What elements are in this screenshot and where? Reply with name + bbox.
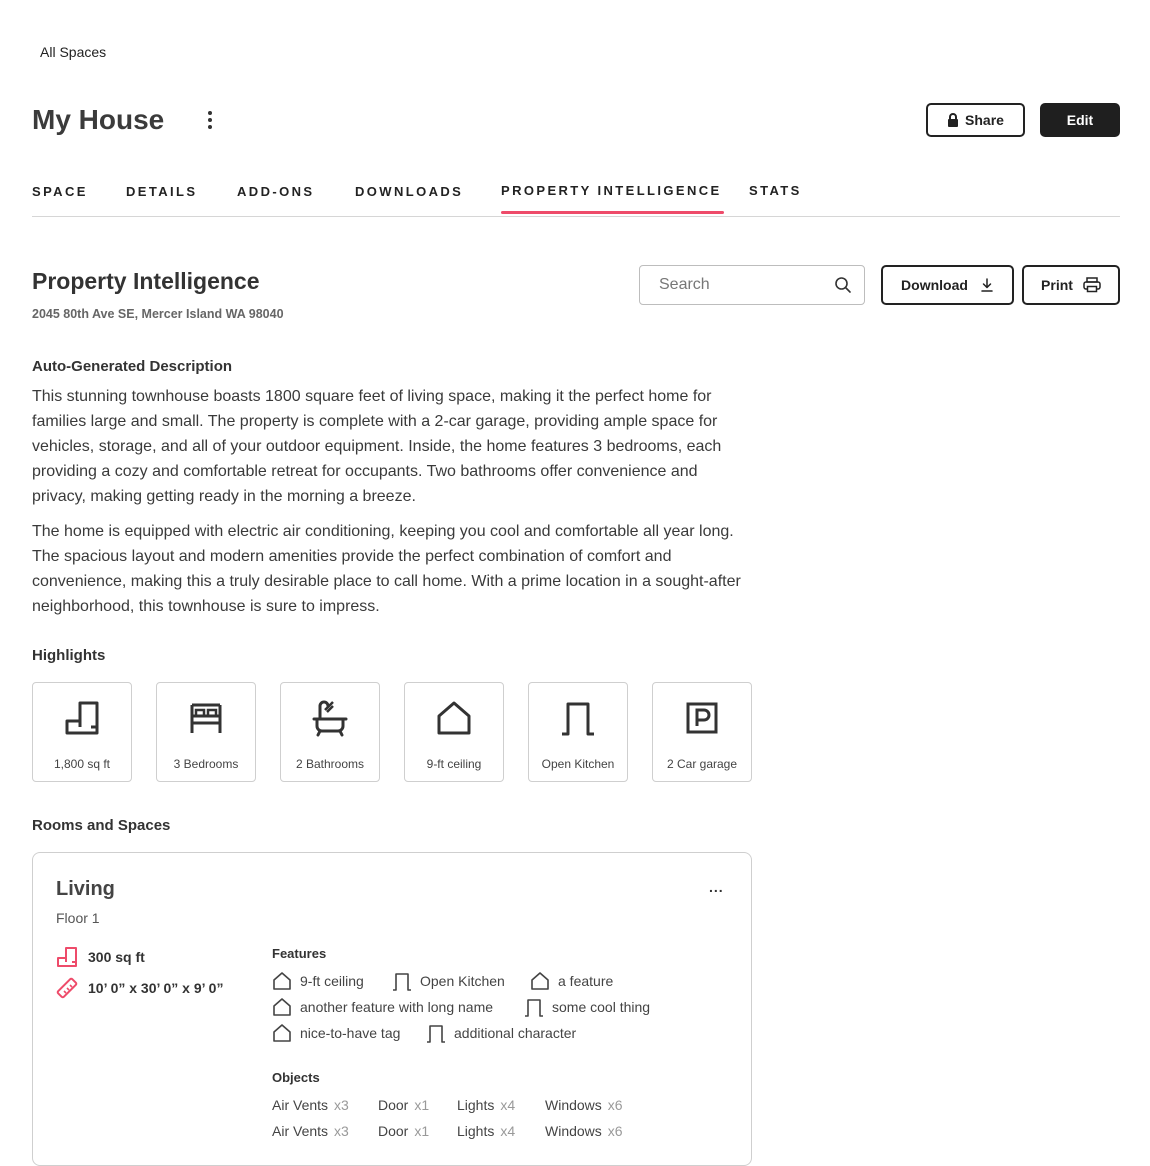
object-item	[272, 1123, 349, 1139]
room-name: Living	[56, 878, 115, 900]
feature-label: 9-ft ceiling	[300, 973, 364, 989]
object-item	[457, 1097, 515, 1113]
objects-heading: Objects	[272, 1070, 320, 1085]
highlight-card-bedrooms	[156, 682, 256, 782]
highlight-label: Open Kitchen	[541, 757, 615, 771]
feature-tag	[272, 1023, 400, 1043]
house-icon	[272, 997, 292, 1017]
highlight-card-kitchen	[528, 682, 628, 782]
tab-downloads[interactable]: DOWNLOADS	[355, 184, 464, 199]
section-title: Property Intelligence	[32, 268, 260, 294]
room-dimensions-value: 10’ 0” x 30’ 0” x 9’ 0”	[88, 980, 224, 996]
feature-label: another feature with long name	[300, 999, 494, 1015]
parking-icon	[683, 699, 721, 737]
printer-icon	[1083, 277, 1101, 293]
object-item	[272, 1097, 349, 1113]
object-count: x6	[607, 1097, 623, 1113]
object-count: x3	[334, 1097, 349, 1113]
download-button[interactable]	[881, 265, 1014, 305]
object-item	[545, 1097, 623, 1113]
object-label: Door	[378, 1097, 409, 1113]
features-heading: Features	[272, 946, 327, 961]
bed-icon	[187, 699, 225, 737]
download-button-label: Download	[901, 277, 968, 293]
highlight-card-area	[32, 682, 132, 782]
description-paragraph-2: The home is equipped with electric air conditioning, keeping you cool and comfortable all year long. The spacious layout and modern amenities provide the perfect combination of comfort and convenience, making this a truly desirable place to call home. With a prime location in a sought-after neighborhood, this townhouse is sure to impress.	[32, 523, 741, 615]
feature-tag	[272, 971, 364, 991]
print-button-label: Print	[1041, 277, 1073, 293]
feature-label: additional character	[454, 1025, 577, 1041]
rooms-heading: Rooms and Spaces	[32, 817, 171, 834]
object-label: Door	[378, 1123, 409, 1139]
room-more-button[interactable]: ...	[709, 879, 724, 895]
house-icon	[272, 971, 292, 991]
object-label: Windows	[545, 1123, 602, 1139]
highlight-card-bathrooms	[280, 682, 380, 782]
download-icon	[980, 278, 994, 292]
object-label: Air Vents	[272, 1097, 329, 1113]
arch-icon	[559, 699, 597, 737]
property-address: 2045 80th Ave SE, Mercer Island WA 98040	[32, 307, 284, 321]
highlight-label: 2 Car garage	[666, 757, 738, 771]
house-icon	[272, 1023, 292, 1043]
feature-label: a feature	[558, 973, 614, 989]
highlight-card-ceiling	[404, 682, 504, 782]
search-box[interactable]	[639, 265, 865, 305]
highlight-label: 2 Bathrooms	[295, 757, 365, 771]
tab-details[interactable]: DETAILS	[126, 184, 198, 199]
object-item	[378, 1123, 429, 1139]
feature-tag	[392, 971, 505, 991]
object-count: x1	[414, 1123, 430, 1139]
object-count: x4	[500, 1123, 516, 1139]
object-item	[545, 1123, 623, 1139]
area-icon	[56, 946, 78, 968]
object-count: x6	[607, 1123, 623, 1139]
page-title: My House	[32, 104, 165, 135]
house-icon	[530, 971, 550, 991]
description-heading: Auto-Generated Description	[32, 358, 233, 375]
tab-property-intelligence[interactable]: PROPERTY INTELLIGENCE	[501, 183, 722, 198]
room-floor: Floor 1	[56, 910, 100, 926]
highlight-label: 3 Bedrooms	[173, 757, 239, 771]
search-icon[interactable]	[834, 276, 852, 294]
object-label: Lights	[457, 1123, 495, 1139]
arch-icon	[426, 1023, 446, 1043]
feature-label: Open Kitchen	[420, 973, 505, 989]
search-input[interactable]	[659, 276, 834, 294]
object-count: x3	[334, 1123, 349, 1139]
edit-button[interactable]	[1040, 103, 1120, 137]
description-paragraph-1: This stunning townhouse boasts 1800 square feet of living space, making it the perfect home for families large and small. The property is complete with a 2-car garage, providing ample space for vehicles, storage, and all of your outdoor equipment. Inside, the home features 3 bedrooms, each providing a cozy and comfortable retreat for occupants. Two bathrooms offer convenience and privacy, making getting ready in the morning a breeze.	[32, 388, 722, 505]
tab-stats[interactable]: STATS	[749, 183, 802, 198]
bathtub-icon	[311, 699, 349, 737]
tab-bar	[32, 176, 1120, 217]
highlight-label: 1,800 sq ft	[53, 757, 111, 771]
feature-tag	[530, 971, 613, 991]
house-icon	[435, 699, 473, 737]
more-options-icon[interactable]	[198, 108, 222, 132]
object-item	[457, 1123, 515, 1139]
feature-label: some cool thing	[552, 999, 651, 1015]
tab-add-ons[interactable]: ADD-ONS	[237, 184, 315, 199]
arch-icon	[392, 971, 412, 991]
area-icon	[63, 699, 101, 737]
room-area-value: 300 sq ft	[88, 949, 145, 965]
feature-label: nice-to-have tag	[300, 1025, 401, 1041]
object-count: x4	[500, 1097, 516, 1113]
arch-icon	[524, 997, 544, 1017]
object-label: Lights	[457, 1097, 495, 1113]
feature-tag	[524, 997, 650, 1017]
object-label: Air Vents	[272, 1123, 329, 1139]
highlights-list	[32, 682, 752, 782]
lock-icon	[947, 113, 959, 127]
object-item	[378, 1097, 429, 1113]
room-card-living	[32, 852, 752, 1166]
breadcrumb-all-spaces[interactable]: All Spaces	[40, 44, 107, 60]
room-area	[56, 946, 145, 968]
feature-tag	[272, 997, 493, 1017]
print-button[interactable]	[1022, 265, 1120, 305]
feature-tag	[426, 1023, 576, 1043]
object-label: Windows	[545, 1097, 602, 1113]
share-button[interactable]	[926, 103, 1025, 137]
object-count: x1	[414, 1097, 430, 1113]
highlight-label: 9-ft ceiling	[426, 757, 482, 771]
ruler-icon	[56, 977, 78, 999]
edit-button-label: Edit	[1066, 112, 1094, 128]
highlight-card-garage	[652, 682, 752, 782]
highlights-heading: Highlights	[32, 647, 106, 664]
room-dimensions	[56, 977, 223, 999]
share-button-label: Share	[965, 112, 1004, 128]
tab-space[interactable]: SPACE	[32, 184, 88, 199]
